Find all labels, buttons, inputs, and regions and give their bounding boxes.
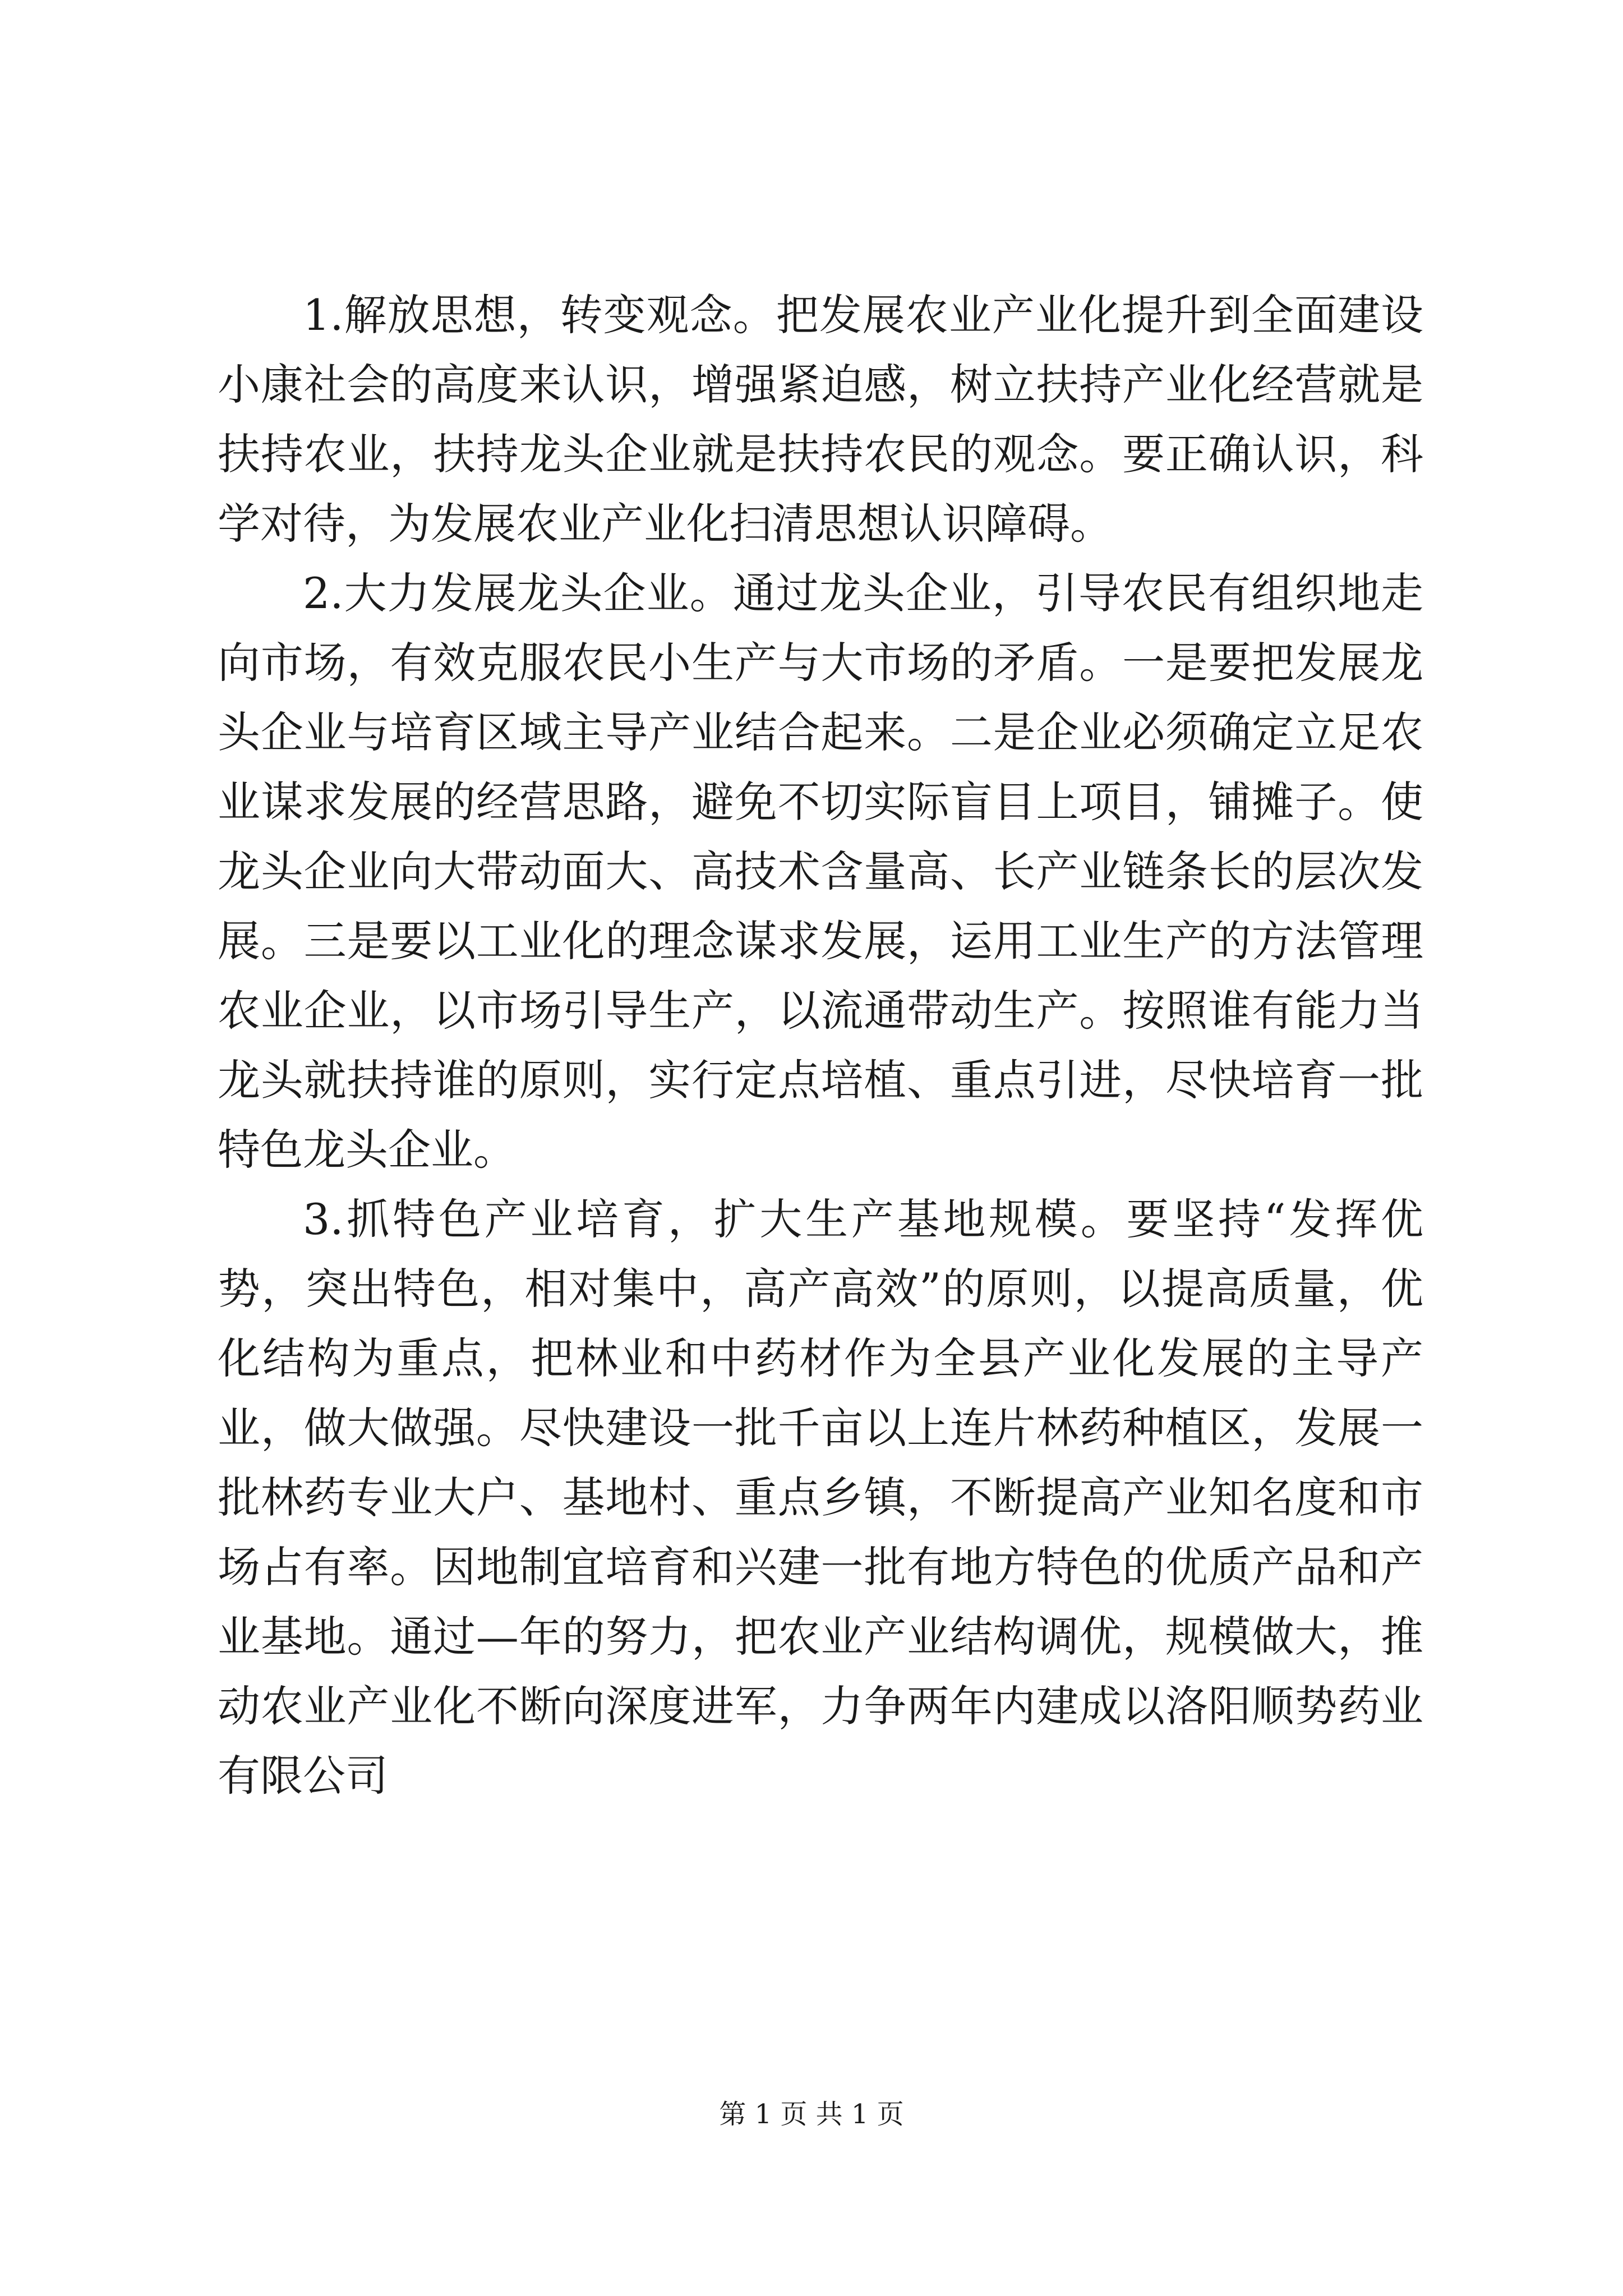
paragraph-3: 3.抓特色产业培育，扩大生产基地规模。要坚持“发挥优势，突出特色，相对集中，高产高效”的原则，以提高质量，优化结构为重点，把林业和中药材作为全县产业化发展的主导产业，做大做强。尽快建设一批千亩以上连片林药种植区，发展一批林药专业大户、基地村、重点乡镇，不断提高产业知名度和市场占有率。因地制宜培育和兴建一批有地方特色的优质产品和产业基地。通过—年的努力，把农业产业结构调优，规模做大，推动农业产业化不断向深度进军，力争两年内建成以洛阳顺势药业有限公司 bbox=[218, 1194, 1423, 1801]
paragraph-2: 2.大力发展龙头企业。通过龙头企业，引导农民有组织地走向市场，有效克服农民小生产与大市场的矛盾。一是要把发展龙头企业与培育区域主导产业结合起来。二是企业必须确定立足农业谋求发展的经营思路，避免不切实际盲目上项目，铺摊子。使龙头企业向大带动面大、高技术含量高、长产业链条长的层次发展。三是要以工业化的理念谋求发展，运用工业生产的方法管理农业企业，以市场引导生产，以流通带动生产。按照谁有能力当龙头就扶持谁的原则，实行定点培植、重点引进，尽快培育一批特色龙头企业。 bbox=[218, 568, 1423, 1175]
paragraph-1: 1.解放思想，转变观念。把发展农业产业化提升到全面建设小康社会的高度来认识，增强紧迫感，树立扶持产业化经营就是扶持农业，扶持龙头企业就是扶持农民的观念。要正确认识，科学对待，为发展农业产业化扫清思想认识障碍。 bbox=[218, 290, 1423, 549]
document-body bbox=[218, 280, 1423, 1811]
page-footer: 第 1 页 共 1 页 bbox=[719, 2099, 904, 2130]
